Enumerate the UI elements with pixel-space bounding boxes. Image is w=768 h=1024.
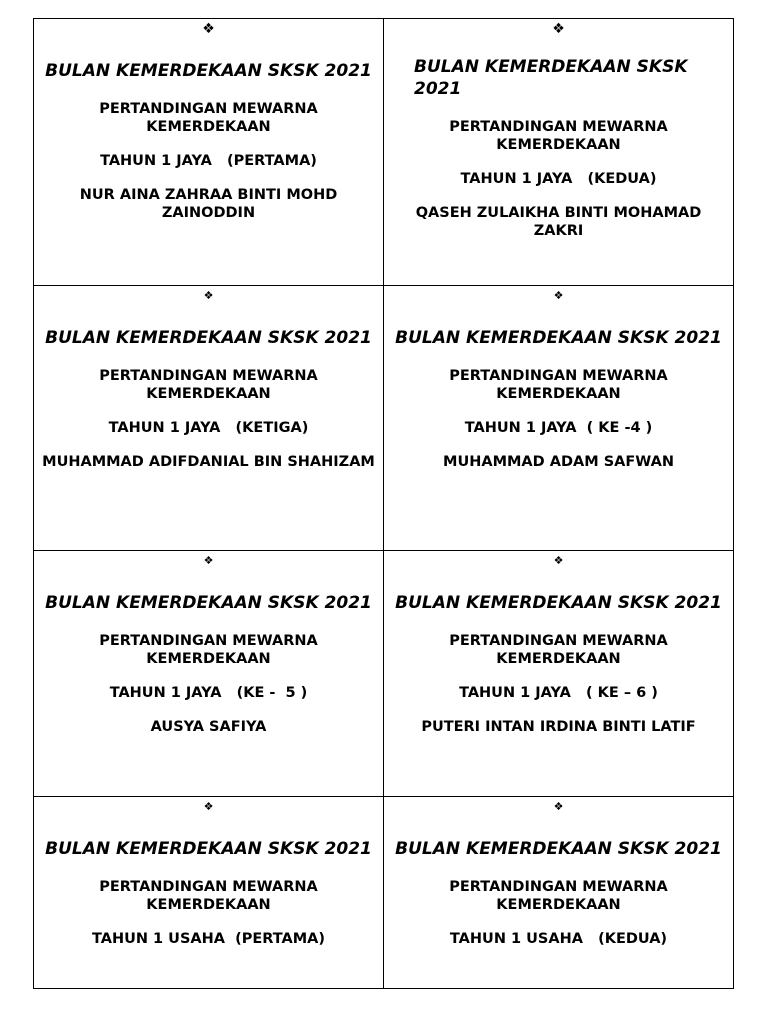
label-card <box>34 551 384 797</box>
class-placement: TAHUN 1 USAHA (KEDUA) <box>449 931 668 947</box>
event-name: PERTANDINGAN MEWARNA KEMERDEKAAN <box>99 101 323 135</box>
event-name: PERTANDINGAN MEWARNA KEMERDEKAAN <box>99 879 323 913</box>
label-card <box>384 286 734 551</box>
diamond-ornament-icon: ❖ <box>202 21 215 37</box>
label-row <box>34 19 734 286</box>
diamond-ornament-icon: ❖ <box>203 800 214 813</box>
winner-name: PUTERI INTAN IRDINA BINTI LATIF <box>421 719 696 735</box>
label-card <box>34 286 384 551</box>
class-placement: TAHUN 1 JAYA (KETIGA) <box>108 420 309 436</box>
diamond-ornament-icon: ❖ <box>552 21 565 37</box>
card-title: BULAN KEMERDEKAAN SKSK 2021 <box>395 328 722 348</box>
event-name: PERTANDINGAN MEWARNA KEMERDEKAAN <box>449 119 673 153</box>
card-title: BULAN KEMERDEKAAN SKSK 2021 <box>395 839 722 859</box>
diamond-ornament-icon: ❖ <box>553 800 564 813</box>
diamond-ornament-icon: ❖ <box>203 554 214 567</box>
diamond-ornament-icon: ❖ <box>553 289 564 302</box>
class-placement: TAHUN 1 JAYA ( KE -4 ) <box>464 420 653 436</box>
certificate-label-sheet <box>33 18 734 989</box>
diamond-ornament-icon: ❖ <box>203 289 214 302</box>
winner-name: MUHAMMAD ADIFDANIAL BIN SHAHIZAM <box>42 454 375 470</box>
label-card <box>34 797 384 989</box>
label-row <box>34 551 734 797</box>
event-name: PERTANDINGAN MEWARNA KEMERDEKAAN <box>99 633 323 667</box>
class-placement: TAHUN 1 JAYA (PERTAMA) <box>100 153 317 169</box>
class-placement: TAHUN 1 USAHA (PERTAMA) <box>91 931 326 947</box>
winner-name: QASEH ZULAIKHA BINTI MOHAMAD ZAKRI <box>415 205 707 239</box>
label-row <box>34 797 734 989</box>
label-row <box>34 286 734 551</box>
diamond-ornament-icon: ❖ <box>553 554 564 567</box>
label-card <box>384 551 734 797</box>
card-title: BULAN KEMERDEKAAN SKSK 2021 <box>45 839 372 859</box>
label-card <box>34 19 384 286</box>
winner-name: AUSYA SAFIYA <box>150 719 267 735</box>
winner-name: NUR AINA ZAHRAA BINTI MOHD ZAINODDIN <box>79 187 343 221</box>
class-placement: TAHUN 1 JAYA (KE - 5 ) <box>109 685 308 701</box>
card-title: BULAN KEMERDEKAAN SKSK 2021 <box>45 593 372 613</box>
event-name: PERTANDINGAN MEWARNA KEMERDEKAAN <box>449 368 673 402</box>
card-title: BULAN KEMERDEKAAN SKSK 2021 <box>45 61 372 81</box>
label-card <box>384 797 734 989</box>
event-name: PERTANDINGAN MEWARNA KEMERDEKAAN <box>449 879 673 913</box>
card-title: BULAN KEMERDEKAAN SKSK 2021 <box>395 593 722 613</box>
winner-name: MUHAMMAD ADAM SAFWAN <box>443 454 674 470</box>
event-name: PERTANDINGAN MEWARNA KEMERDEKAAN <box>99 368 323 402</box>
class-placement: TAHUN 1 JAYA (KEDUA) <box>460 171 657 187</box>
label-card <box>384 19 734 286</box>
class-placement: TAHUN 1 JAYA ( KE – 6 ) <box>459 685 658 701</box>
card-title: BULAN KEMERDEKAAN SKSK 2021 <box>414 57 688 99</box>
card-title: BULAN KEMERDEKAAN SKSK 2021 <box>45 328 372 348</box>
event-name: PERTANDINGAN MEWARNA KEMERDEKAAN <box>449 633 673 667</box>
